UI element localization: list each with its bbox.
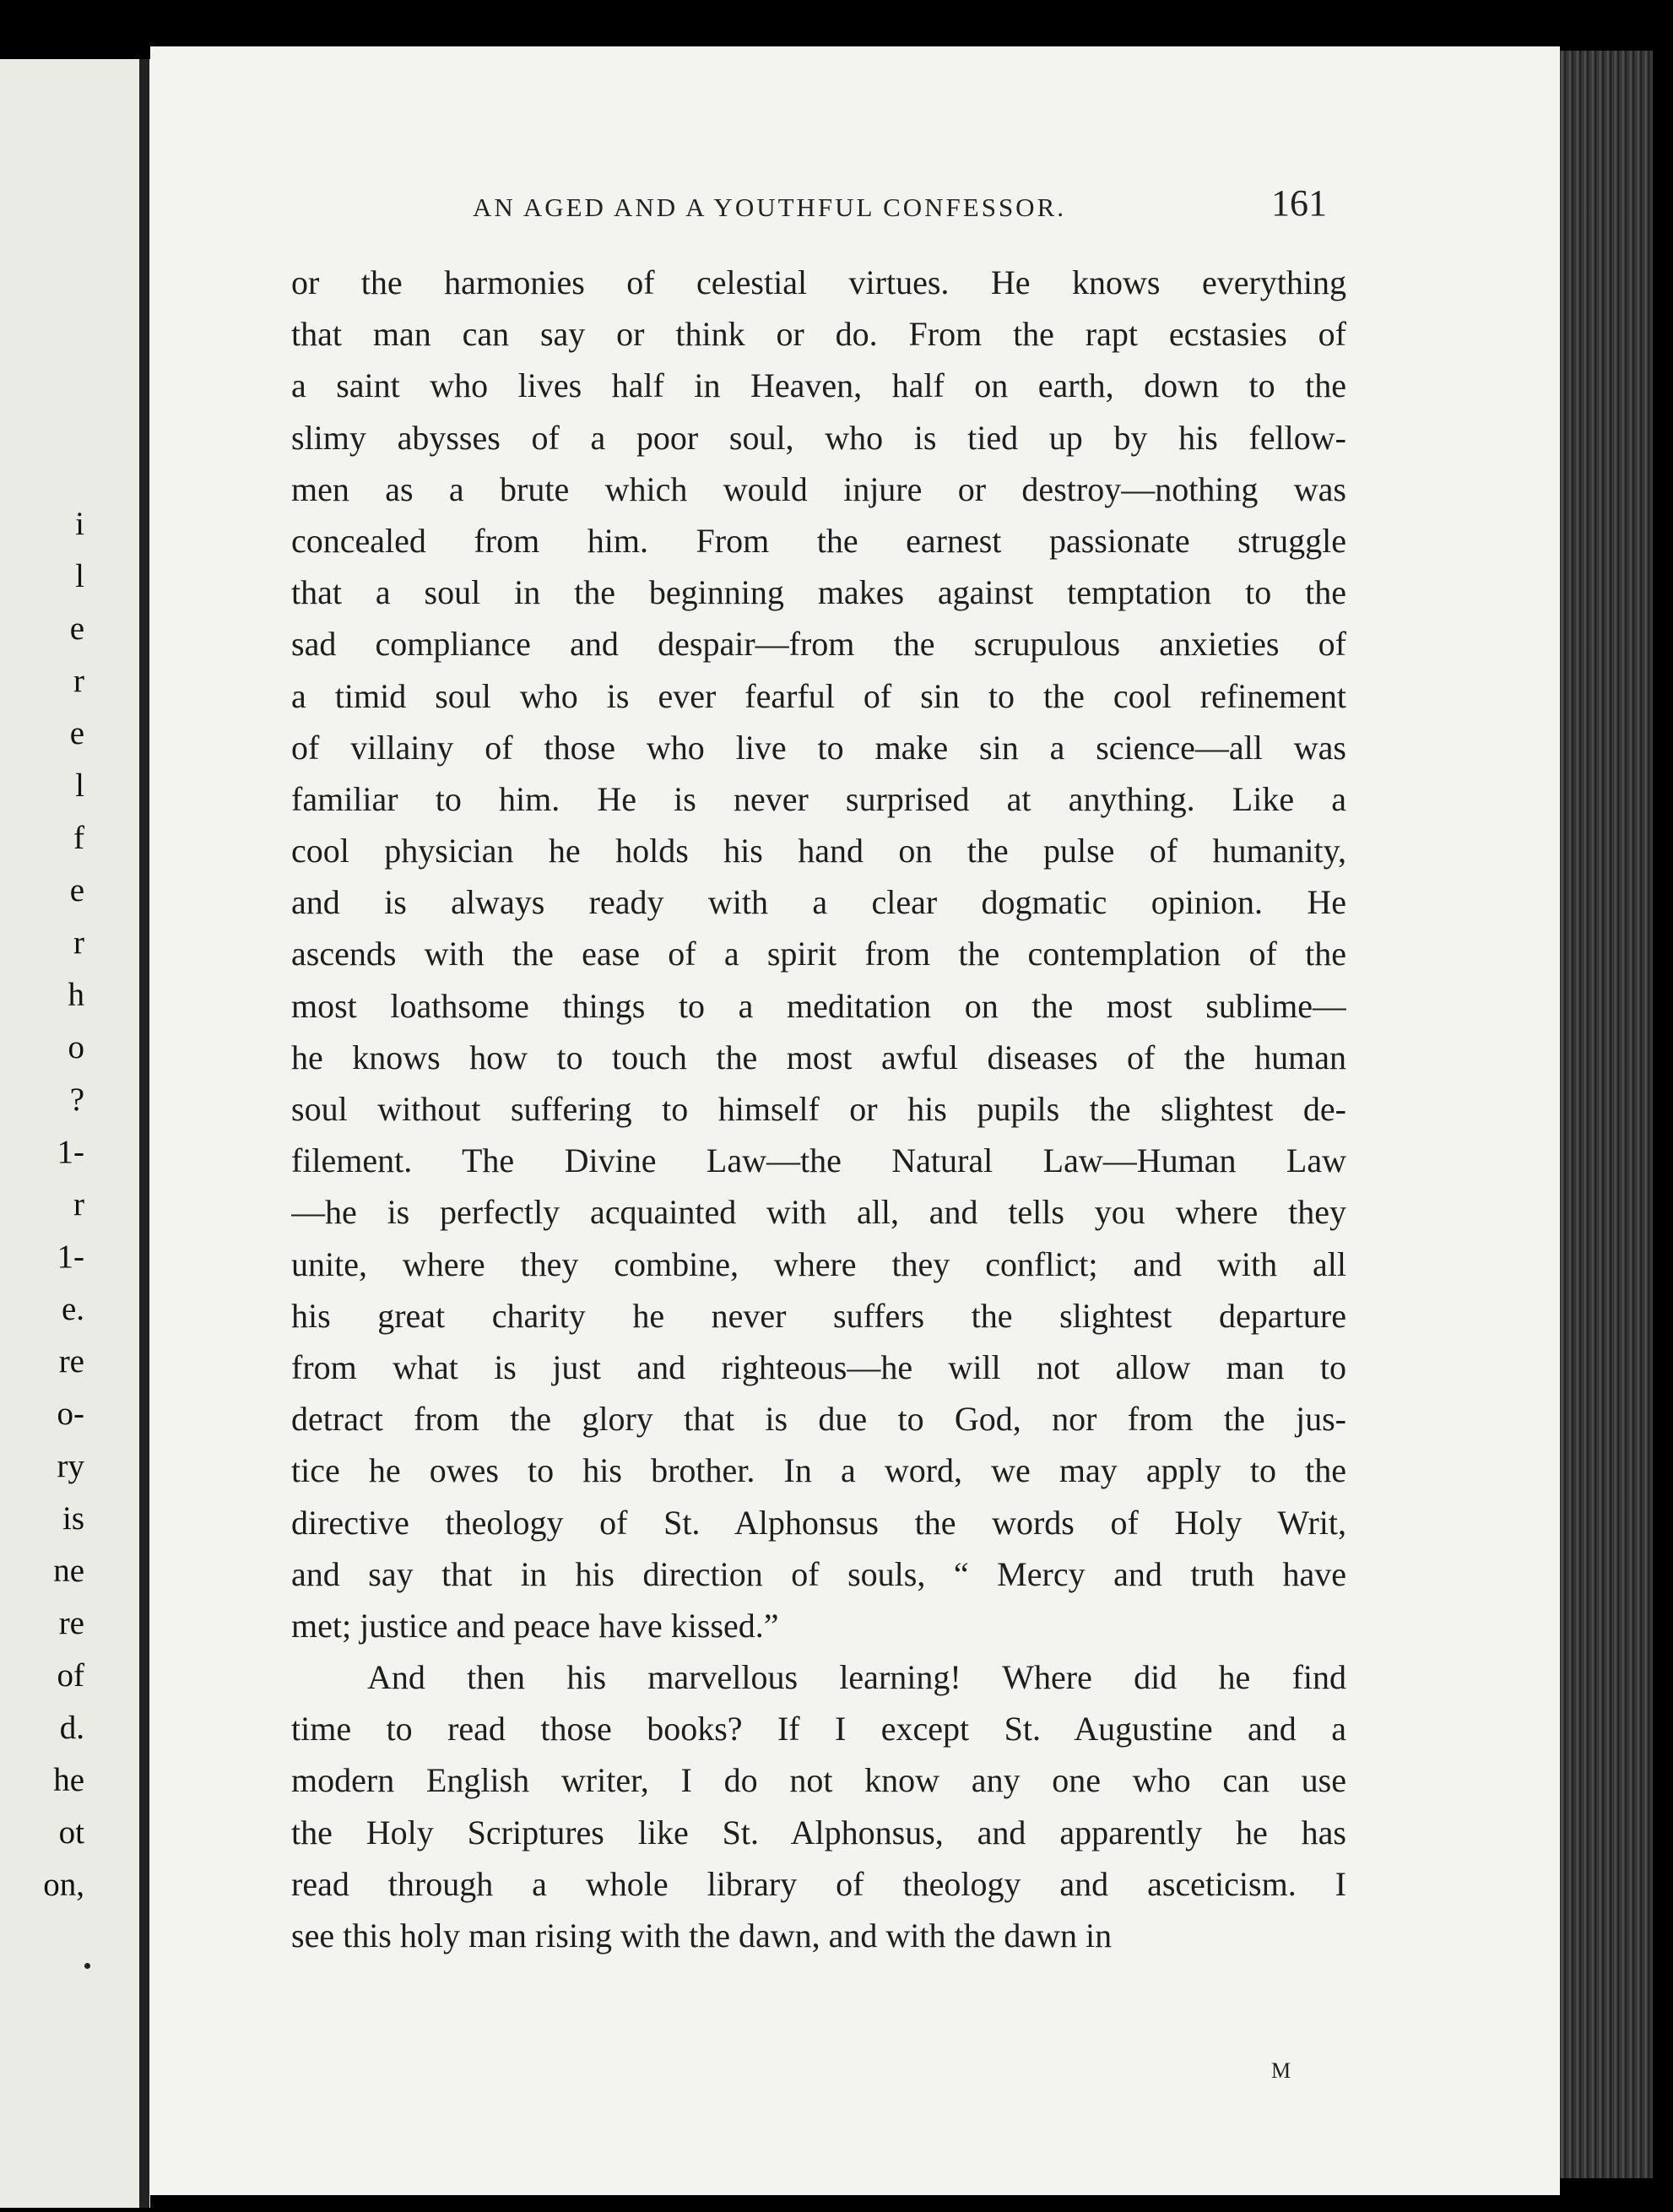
text-line: soul without suffering to himself or his pupils the slightest de-: [291, 1090, 1346, 1128]
facing-page-fragment: r: [73, 1186, 84, 1223]
text-line: And then his marvellous learning! Where did he find: [367, 1658, 1346, 1697]
facing-page-fragment: of: [57, 1657, 84, 1694]
text-line: —he is perfectly acquainted with all, and tells you where they: [291, 1193, 1346, 1232]
stray-mark: [84, 1963, 90, 1969]
facing-page-fragment: on,: [43, 1867, 84, 1903]
facing-page-fragment: ot: [58, 1814, 84, 1851]
facing-page-fragment: ry: [57, 1448, 84, 1484]
text-line: met; justice and peace have kissed.”: [291, 1606, 779, 1645]
text-line: the Holy Scriptures like St. Alphonsus, and apparently he has: [291, 1813, 1346, 1851]
facing-page-fragment: i: [75, 506, 84, 542]
text-line: ascends with the ease of a spirit from the contemplation of the: [291, 935, 1346, 973]
page-edges: [1560, 51, 1653, 2178]
facing-page-fragment: he: [53, 1762, 84, 1798]
facing-page-fragment: ne: [53, 1553, 84, 1589]
text-line: modern English writer, I do not know any one who can use: [291, 1761, 1346, 1800]
facing-page-fragment: ?: [69, 1082, 84, 1118]
text-line: read through a whole library of theology and asceticism. I: [291, 1864, 1346, 1903]
facing-page-fragment: o-: [57, 1396, 84, 1432]
signature-mark: M: [1271, 2058, 1291, 2083]
facing-page-fragment: re: [58, 1343, 84, 1380]
facing-page-fragment: e.: [61, 1291, 84, 1327]
text-line: that a soul in the beginning makes against temptation to the: [291, 573, 1346, 612]
text-line: his great charity he never suffers the slightest departure: [291, 1296, 1346, 1335]
text-line: or the harmonies of celestial virtues. He knows everything: [291, 263, 1346, 301]
facing-page-fragment: r: [73, 663, 84, 699]
text-line: directive theology of St. Alphonsus the words of Holy Writ,: [291, 1503, 1346, 1542]
text-line: a timid soul who is ever fearful of sin to the cool refinement: [291, 676, 1346, 715]
book-gutter: [139, 59, 149, 2208]
facing-page-fragment: 1-: [57, 1239, 84, 1275]
text-line: see this holy man rising with the dawn, and with the dawn in: [291, 1917, 1113, 1954]
facing-page: [0, 59, 150, 2208]
facing-page-fragment: re: [58, 1605, 84, 1641]
text-line: and say that in his direction of souls, “ Mercy and truth have: [291, 1554, 1346, 1593]
text-line: filement. The Divine Law—the Natural Law—Human Law: [291, 1141, 1346, 1180]
facing-page-fragment: l: [75, 767, 84, 804]
text-line: familiar to him. He is never surprised at anything. Like a: [291, 779, 1346, 818]
body-text: [291, 257, 1346, 1961]
text-line: unite, where they combine, where they conflict; and with all: [291, 1244, 1346, 1283]
facing-page-fragment: 1-: [57, 1134, 84, 1170]
text-line: and is always ready with a clear dogmatic opinion. He: [291, 883, 1346, 922]
text-line: time to read those books? If I except St. Augustine and a: [291, 1710, 1346, 1748]
facing-page-fragment: h: [68, 977, 84, 1013]
facing-page-fragment: o: [68, 1029, 84, 1065]
text-line: tice he owes to his brother. In a word, we may apply to the: [291, 1451, 1346, 1490]
facing-page-fragment: r: [73, 924, 84, 961]
facing-page-fragment: e: [69, 872, 84, 908]
text-line: from what is just and righteous—he will not allow man to: [291, 1347, 1346, 1386]
facing-page-fragment: d.: [59, 1710, 84, 1746]
text-line: a saint who lives half in Heaven, half on earth, down to the: [291, 366, 1346, 405]
text-line: sad compliance and despair—from the scrupulous anxieties of: [291, 625, 1346, 664]
text-line: men as a brute which would injure or destroy—nothing was: [291, 469, 1346, 508]
facing-page-fragment: is: [62, 1500, 84, 1537]
text-line: most loathsome things to a meditation on the most sublime—: [291, 986, 1346, 1025]
text-line: he knows how to touch the most awful diseases of the human: [291, 1038, 1346, 1076]
text-line: concealed from him. From the earnest passionate struggle: [291, 521, 1346, 560]
running-head: AN AGED AND A YOUTHFUL CONFESSOR.: [473, 192, 1067, 222]
text-line: of villainy of those who live to make sin a science—all was: [291, 728, 1346, 767]
facing-page-fragment: e: [69, 715, 84, 751]
text-line: cool physician he holds his hand on the pulse of humanity,: [291, 832, 1346, 870]
facing-page-fragment: e: [69, 610, 84, 647]
facing-page-fragment: l: [75, 558, 84, 594]
facing-page-text-fragments: [0, 498, 84, 1911]
text-line: detract from the glory that is due to God, nor from the jus-: [291, 1400, 1346, 1439]
facing-page-fragment: f: [73, 820, 84, 856]
text-line: slimy abysses of a poor soul, who is tied up by his fellow-: [291, 418, 1346, 457]
text-line: that man can say or think or do. From the rapt ecstasies of: [291, 315, 1346, 354]
page-number: 161: [1271, 182, 1327, 224]
